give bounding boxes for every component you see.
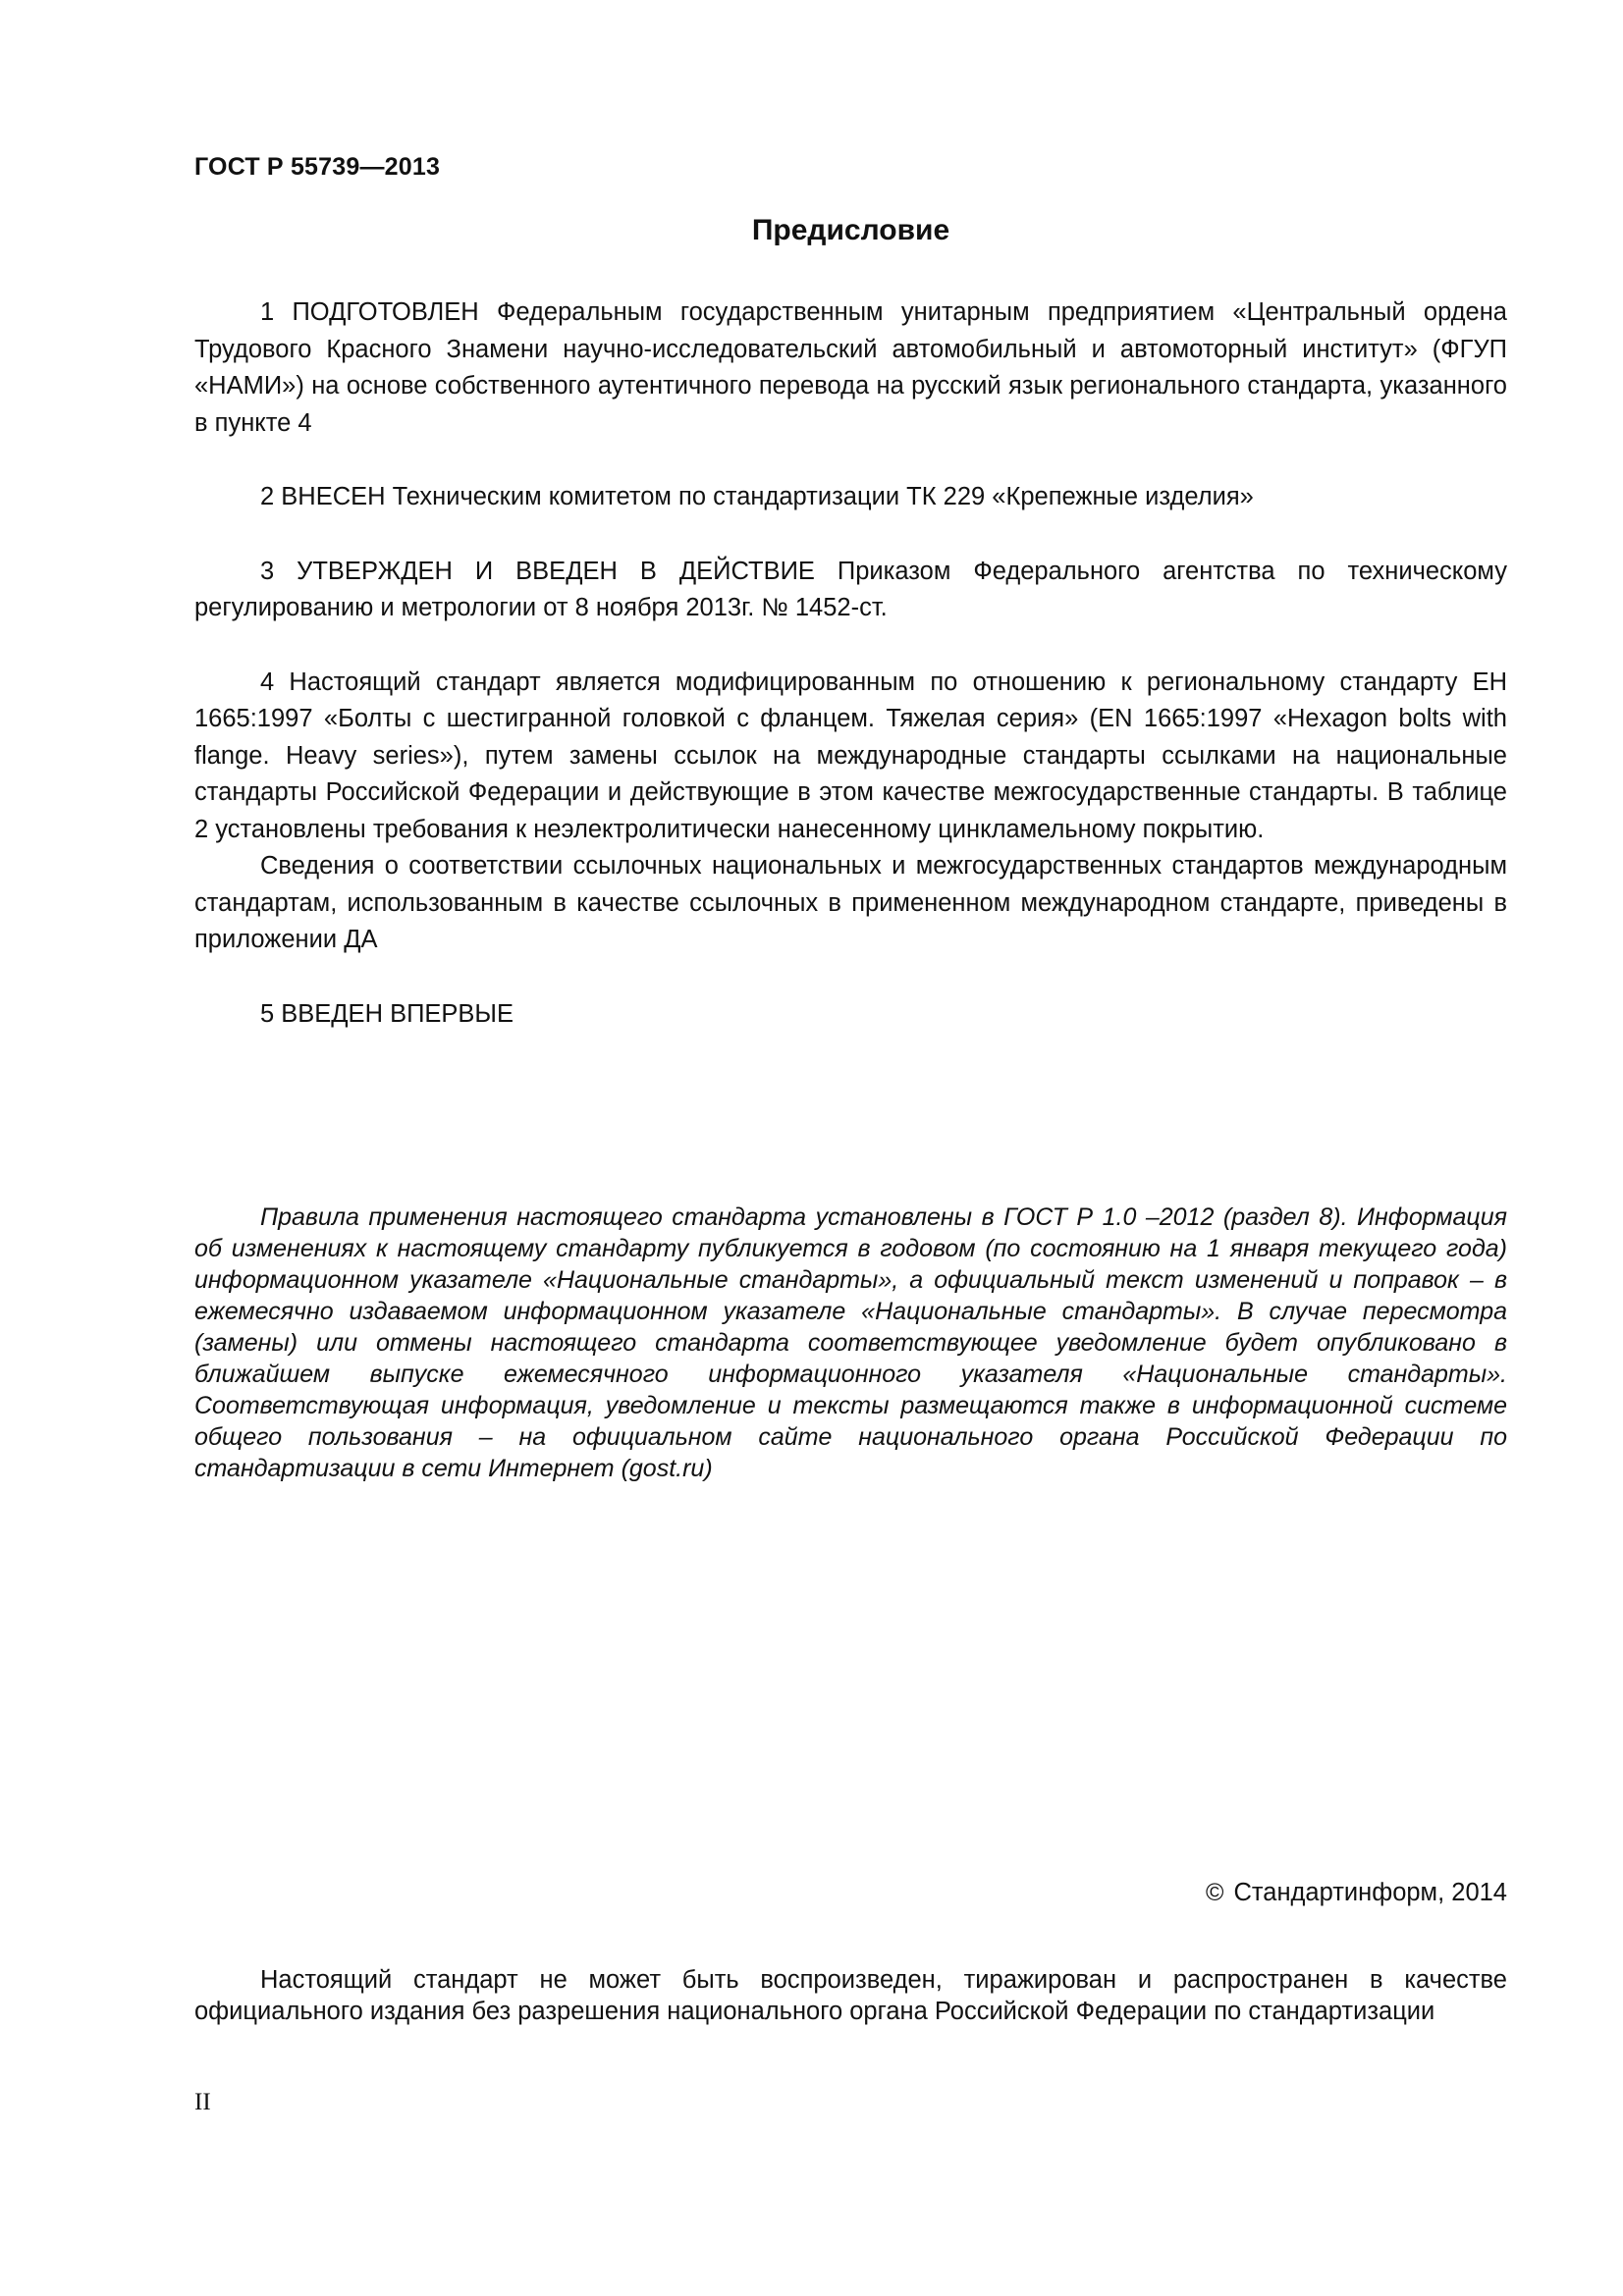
preface-item-4: 4 Настоящий стандарт является модифицированным по отношению к региональному стандарту ЕН 1665:1997 «Болты с шестигранной головкой с фланцем. Тяжелая серия» (EN 1665:1997 «Hexagon bolts with flange. Heavy series»), путем замены ссылок на международные стандарты ссылками на национальные стандарты Российской Федерации и действующие в этом качестве межгосударственные стандарты. В таблице 2 установлены требования к неэлектролитически нанесенному цинкламельному покрытию. (194, 667, 1507, 843)
copyright-icon: © (1206, 1879, 1224, 1906)
preface-item-4-continuation: Сведения о соответствии ссылочных национальных и межгосударственных стандартов международным стандартам, использованным в качестве ссылочных в примененном международном стандарте, приведены в приложении ДА (194, 852, 1507, 953)
preface-item-3: 3 УТВЕРЖДЕН И ВВЕДЕН В ДЕЙСТВИЕ Приказом Федерального агентства по техническому регулированию и метрологии от 8 ноября 2013г. № 1452-ст. (194, 557, 1507, 621)
reprint-notice: Настоящий стандарт не может быть воспроизведен, тиражирован и распространен в качестве официального издания без разрешения национального органа Российской Федерации по стандартизации (194, 1966, 1507, 2025)
preface-item-5: 5 ВВЕДЕН ВПЕРВЫЕ (260, 999, 514, 1028)
preface-section (194, 294, 1507, 1033)
standard-code: ГОСТ Р 55739—2013 (194, 153, 441, 181)
preface-item-1: 1 ПОДГОТОВЛЕН Федеральным государственным унитарным предприятием «Центральный ордена Трудового Красного Знамени научно-исследовательский автомобильный и автомоторный институт» (ФГУП «НАМИ») на основе собственного аутентичного перевода на русский язык регионального стандарта, указанного в пункте 4 (194, 298, 1507, 437)
copyright-text: Стандартинформ, 2014 (1233, 1879, 1507, 1906)
page-title: Предисловие (751, 214, 950, 246)
application-rules-note: Правила применения настоящего стандарта установлены в ГОСТ Р 1.0 –2012 (раздел 8). Информация об изменениях к настоящему стандарту публикуется в годовом (по состоянию на 1 января текущего года) информационном указателе «Национальные стандарты», а официальный текст изменений и поправок – в ежемесячно издаваемом информационном указателе «Национальные стандарты». В случае пересмотра (замены) или отмены настоящего стандарта соответствующее уведомление будет опубликовано в ближайшем выпуске ежемесячного информационного указателя «Национальные стандарты». Соответствующая информация, уведомление и тексты размещаются также в информационной системе общего пользования – на официальном сайте национального органа Российской Федерации по стандартизации в сети Интернет (gost.ru) (194, 1203, 1507, 1482)
page-number: II (194, 2089, 211, 2115)
copyright-line (1206, 1879, 1507, 1907)
preface-item-2: 2 ВНЕСЕН Техническим комитетом по стандартизации ТК 229 «Крепежные изделия» (260, 483, 1254, 510)
